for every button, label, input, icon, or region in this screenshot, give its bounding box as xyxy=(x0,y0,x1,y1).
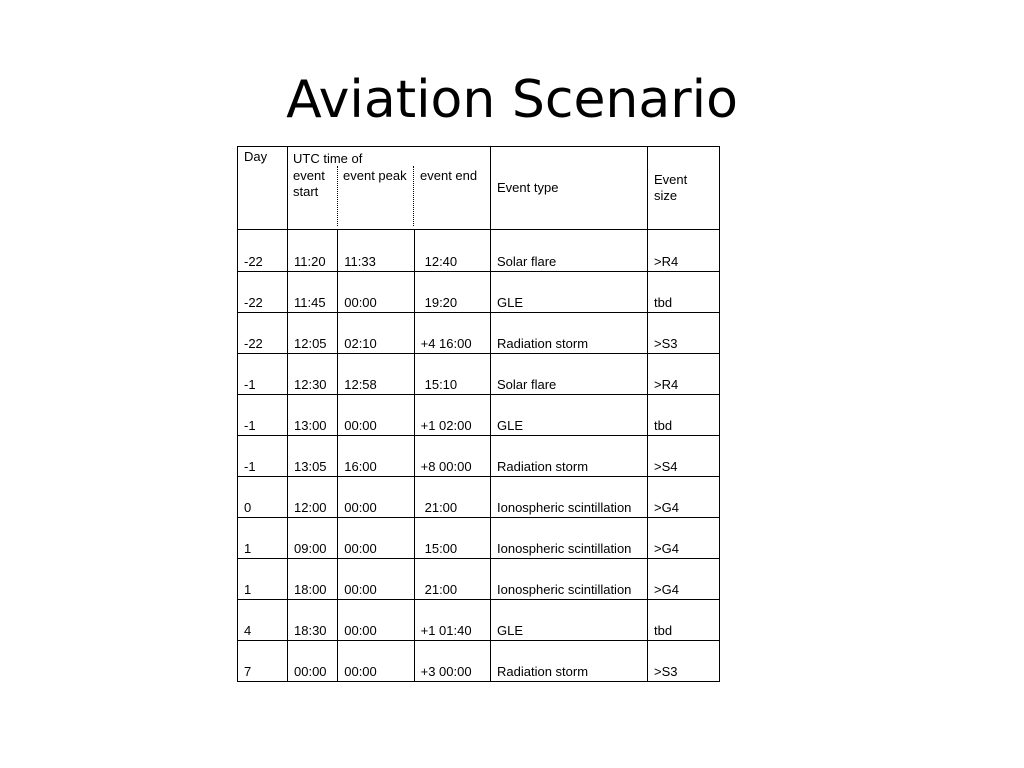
cell-day: -22 xyxy=(238,313,288,354)
cell-event-end: 15:00 xyxy=(414,518,490,559)
cell-event-type: Ionospheric scintillation xyxy=(491,477,648,518)
cell-event-size: tbd xyxy=(648,395,720,436)
cell-event-peak: 00:00 xyxy=(338,272,414,313)
cell-event-type: GLE xyxy=(491,600,648,641)
cell-event-peak: 02:10 xyxy=(338,313,414,354)
header-utc-time-of: UTC time of xyxy=(293,151,363,166)
cell-event-end: +8 00:00 xyxy=(414,436,490,477)
cell-event-peak: 00:00 xyxy=(338,641,414,682)
cell-event-size: >S3 xyxy=(648,313,720,354)
table-header-row xyxy=(238,147,720,230)
cell-event-type: Radiation storm xyxy=(491,313,648,354)
cell-event-end: +1 01:40 xyxy=(414,600,490,641)
cell-event-type: Ionospheric scintillation xyxy=(491,518,648,559)
header-event-size: Event size xyxy=(648,147,720,230)
cell-event-peak: 00:00 xyxy=(338,518,414,559)
table-row xyxy=(238,354,720,395)
cell-day: -1 xyxy=(238,354,288,395)
aviation-scenario-table xyxy=(237,146,720,682)
cell-day: -1 xyxy=(238,395,288,436)
cell-event-size: tbd xyxy=(648,272,720,313)
cell-event-end: +1 02:00 xyxy=(414,395,490,436)
cell-event-peak: 12:58 xyxy=(338,354,414,395)
cell-event-end: 12:40 xyxy=(414,230,490,272)
cell-event-start: 12:05 xyxy=(288,313,338,354)
cell-event-type: GLE xyxy=(491,395,648,436)
cell-event-size: >G4 xyxy=(648,559,720,600)
cell-event-start: 18:00 xyxy=(288,559,338,600)
cell-event-end: +4 16:00 xyxy=(414,313,490,354)
cell-event-type: Solar flare xyxy=(491,230,648,272)
cell-event-start: 18:30 xyxy=(288,600,338,641)
cell-day: 4 xyxy=(238,600,288,641)
header-day: Day xyxy=(238,147,288,230)
table-row xyxy=(238,641,720,682)
cell-event-start: 00:00 xyxy=(288,641,338,682)
cell-event-start: 13:00 xyxy=(288,395,338,436)
cell-event-type: Solar flare xyxy=(491,354,648,395)
cell-event-start: 11:45 xyxy=(288,272,338,313)
cell-event-end: 21:00 xyxy=(414,477,490,518)
cell-day: 1 xyxy=(238,518,288,559)
cell-event-size: >R4 xyxy=(648,354,720,395)
header-event-peak: event peak xyxy=(338,166,414,226)
cell-event-type: Radiation storm xyxy=(491,436,648,477)
cell-event-start: 13:05 xyxy=(288,436,338,477)
table-row xyxy=(238,518,720,559)
header-utc-subcolumns xyxy=(288,166,490,229)
cell-event-peak: 00:00 xyxy=(338,559,414,600)
cell-event-peak: 16:00 xyxy=(338,436,414,477)
cell-event-peak: 00:00 xyxy=(338,600,414,641)
cell-event-start: 12:30 xyxy=(288,354,338,395)
cell-event-peak: 00:00 xyxy=(338,477,414,518)
header-utc-time xyxy=(288,147,491,230)
cell-event-size: >G4 xyxy=(648,518,720,559)
cell-event-type: GLE xyxy=(491,272,648,313)
cell-event-end: +3 00:00 xyxy=(414,641,490,682)
header-event-end: event end xyxy=(420,168,478,183)
table-row xyxy=(238,600,720,641)
table-row xyxy=(238,436,720,477)
cell-day: 1 xyxy=(238,559,288,600)
cell-day: -1 xyxy=(238,436,288,477)
cell-event-start: 11:20 xyxy=(288,230,338,272)
cell-event-size: >G4 xyxy=(648,477,720,518)
table-row xyxy=(238,313,720,354)
header-event-type: Event type xyxy=(491,147,648,230)
header-event-start: event start xyxy=(288,166,338,226)
slide-title: Aviation Scenario xyxy=(286,70,738,130)
table-row xyxy=(238,559,720,600)
cell-event-size: >S4 xyxy=(648,436,720,477)
table-row xyxy=(238,272,720,313)
cell-event-type: Ionospheric scintillation xyxy=(491,559,648,600)
cell-day: -22 xyxy=(238,230,288,272)
cell-event-peak: 11:33 xyxy=(338,230,414,272)
cell-day: 7 xyxy=(238,641,288,682)
cell-event-end: 15:10 xyxy=(414,354,490,395)
table-row xyxy=(238,395,720,436)
cell-event-start: 09:00 xyxy=(288,518,338,559)
cell-event-end: 21:00 xyxy=(414,559,490,600)
cell-event-start: 12:00 xyxy=(288,477,338,518)
cell-event-type: Radiation storm xyxy=(491,641,648,682)
table-row xyxy=(238,230,720,272)
cell-event-size: >R4 xyxy=(648,230,720,272)
cell-day: -22 xyxy=(238,272,288,313)
cell-event-peak: 00:00 xyxy=(338,395,414,436)
cell-event-size: tbd xyxy=(648,600,720,641)
table-row xyxy=(238,477,720,518)
cell-day: 0 xyxy=(238,477,288,518)
cell-event-end: 19:20 xyxy=(414,272,490,313)
cell-event-size: >S3 xyxy=(648,641,720,682)
